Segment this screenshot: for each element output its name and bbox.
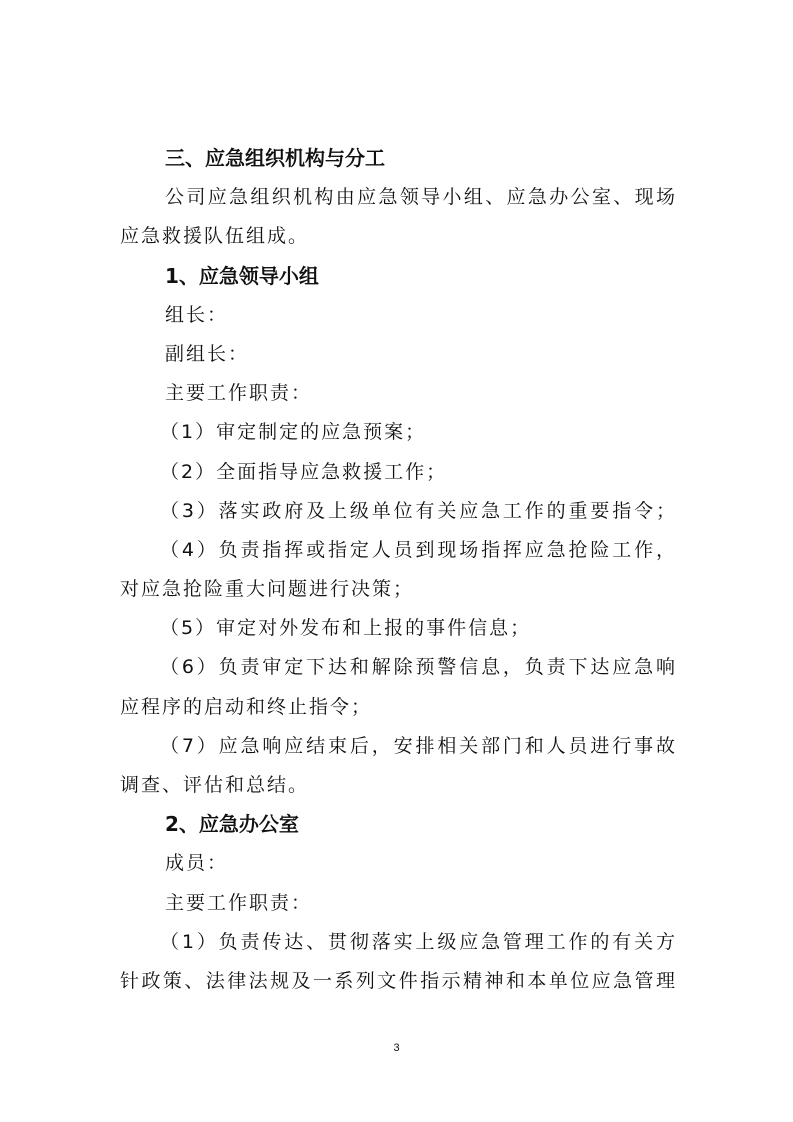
list-item-continuation: 调查、评估和总结。	[120, 774, 310, 796]
paragraph-line: 公司应急组织机构由应急领导小组、应急办公室、现场	[165, 186, 675, 209]
duties-label: 主要工作职责：	[165, 382, 313, 405]
subsection-heading: 1、应急领导小组	[165, 263, 319, 288]
list-item: （5）审定对外发布和上报的事件信息；	[160, 617, 532, 640]
list-item-continuation: 应程序的启动和终止指令；	[120, 695, 373, 718]
subsection-heading: 2、应急办公室	[165, 812, 299, 837]
list-item: （7）应急响应结束后，安排相关部门和人员进行事故	[160, 734, 675, 757]
section-heading: 三、应急组织机构与分工	[165, 146, 385, 170]
list-item: （1）负责传达、贯彻落实上级应急管理工作的有关方	[160, 930, 675, 953]
list-item: （6）负责审定下达和解除预警信息，负责下达应急响	[160, 656, 675, 679]
document-body	[120, 139, 675, 1001]
page-number: 3	[393, 1042, 400, 1054]
list-item-continuation: 针政策、法律法规及一系列文件指示精神和本单位应急管理	[120, 969, 675, 992]
members-label: 成员：	[165, 852, 229, 875]
list-item: （4）负责指挥或指定人员到现场指挥应急抢险工作，	[160, 538, 675, 561]
list-item-continuation: 对应急抢险重大问题进行决策；	[120, 578, 415, 601]
leader-label: 组长：	[165, 303, 229, 326]
duties-label: 主要工作职责：	[165, 891, 313, 914]
deputy-label: 副组长：	[165, 342, 250, 365]
list-item: （3）落实政府及上级单位有关应急工作的重要指令；	[160, 499, 675, 522]
list-item: （2）全面指导应急救援工作；	[160, 460, 448, 483]
paragraph-line: 应急救援队伍组成。	[120, 225, 310, 248]
list-item: （1）审定制定的应急预案；	[160, 421, 427, 444]
